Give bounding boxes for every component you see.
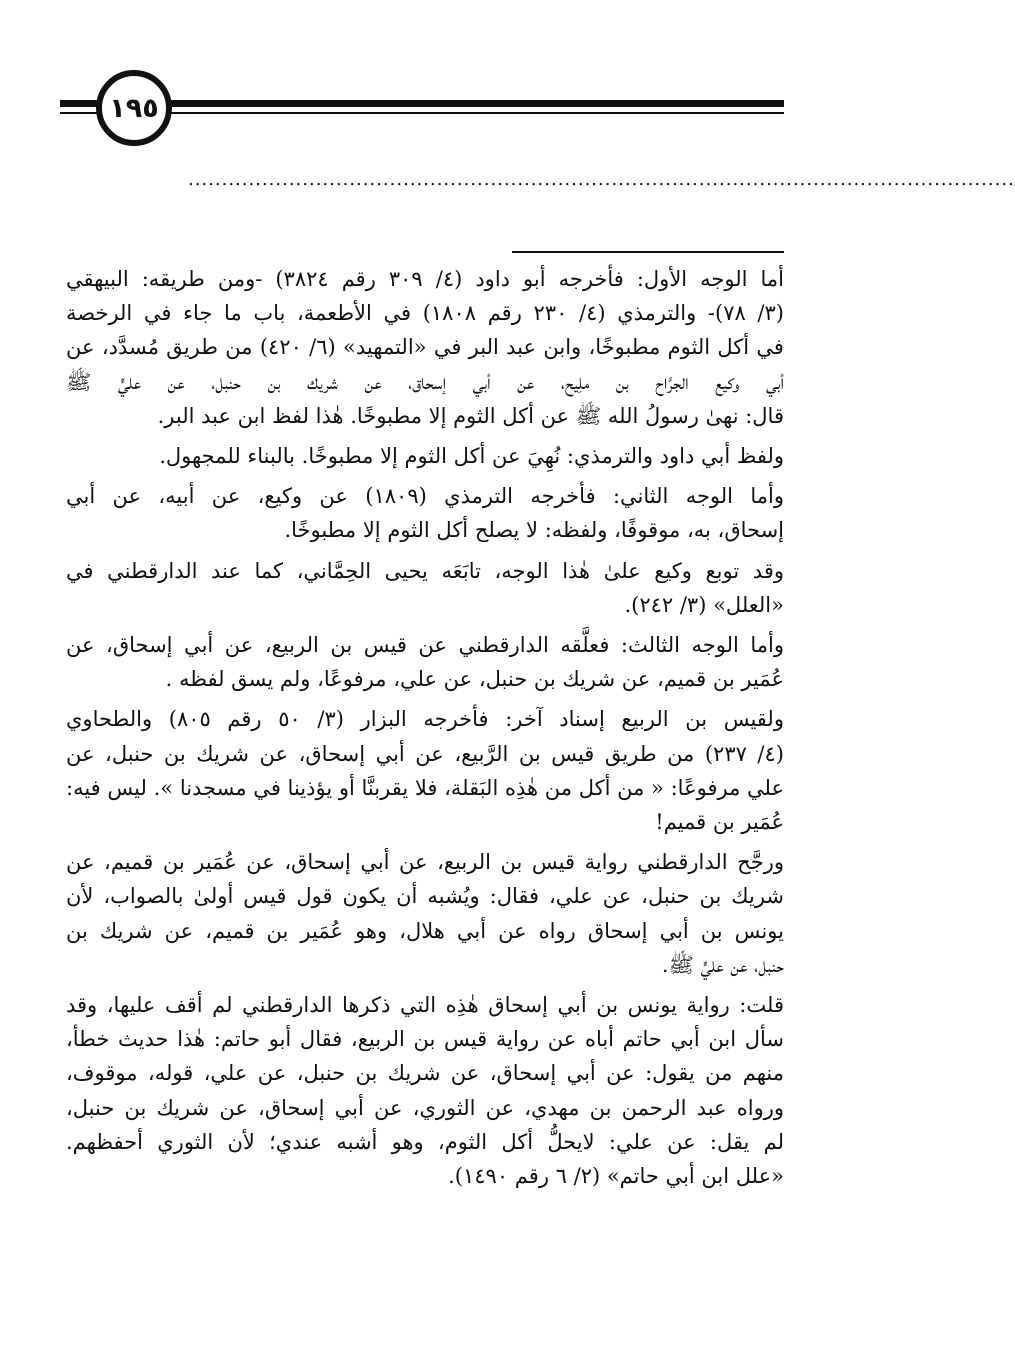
paragraph: [66, 845, 784, 982]
text-line: قال: نهىٰ رسولُ الله ﷺ عن أكل الثوم إلا مطبوخًا. هٰذا لفظ ابن عبد البر.: [157, 403, 784, 428]
text-line: وأما الوجه الثاني: فأخرجه الترمذي (١٨٠٩) عن وكيع، عن أبيه، عن أبي: [66, 484, 784, 509]
page-header: [0, 0, 1015, 200]
paragraph: [66, 628, 784, 696]
text-line: «علل ابن أبي حاتم» (٢/ ٦ رقم ١٤٩٠).: [448, 1164, 784, 1189]
text-line: أبي وكيع الجرَّاح بن ملِيح، عن أبي إسحاق، عن شريك بن حنبل، عن عليٍّ ﷺ: [66, 369, 784, 394]
text-line: حنبل، عن عليٍّ ﷺ.: [661, 952, 784, 977]
text-line: ورجَّح الدارقطني رواية قيس بن الربيع، عن أبي إسحاق، عن عُمَير بن قميم، عن: [66, 850, 784, 875]
text-line: أما الوجه الأول: فأخرجه أبو داود (٤/ ٣٠٩ رقم ٣٨٢٤) -ومن طريقه: البيهقي: [66, 267, 784, 291]
text-line: منهم من يقول: عن أبي إسحاق، عن شريك بن حنبل، عن علي، قوله، موقوف،: [66, 1061, 784, 1086]
text-line: وأما الوجه الثالث: فعلَّقه الدارقطني عن قيس بن الربيع، عن أبي إسحاق، عن: [66, 633, 784, 658]
footnote-body: [66, 262, 784, 1199]
text-line: في أكل الثوم مطبوخًا، وابن عبد البر في «التمهيد» (٦/ ٤٢٠) من طريق مُسدَّد، عن: [66, 335, 784, 360]
paragraph: [66, 439, 784, 473]
dotted-separator: ...........................................................................................................................: [188, 169, 1015, 190]
text-line: ولفظ أبي داود والترمذي: نُهِيَ عن أكل الثوم إلا مطبوخًا. بالبناء للمجهول.: [159, 444, 784, 469]
text-line: شريك بن حنبل، عن علي، فقال: ويُشبه أن يكون قول قيس أولىٰ بالصواب، لأن: [66, 884, 785, 909]
text-line: ورواه عبد الرحمن بن مهدي، عن الثوري، عن أبي إسحاق، عن شريك بن حنبل،: [66, 1095, 784, 1120]
paragraph: [66, 262, 784, 433]
text-line: (٤/ ٢٣٧) من طريق قيس بن الرَّبيع، عن أبي إسحاق، عن شريك بن حنبل، عن: [66, 741, 784, 766]
text-line: (٣/ ٧٨)- والترمذي (٤/ ٢٣٠ رقم ١٨٠٨) في الأطعمة، باب ما جاء في الرخصة: [66, 301, 784, 326]
page-number: ١٩٥: [96, 70, 172, 146]
text-line: عُمَير بن قميم، عن شريك بن حنبل، عن علي، مرفوعًا، ولم يسق لفظه .: [165, 667, 784, 692]
text-line: لم يقل: عن علي: لايحلُّ أكل الثوم، وهو أشبه عندي؛ لأن الثوري أحفظهم.: [66, 1129, 784, 1154]
text-line: علي مرفوعًا: « من أكل من هٰذِه البَقلة، فلا يقربنَّا أو يؤذينا في مسجدنا ». ليس فيه:: [66, 775, 784, 800]
text-line: سأل ابن أبي حاتم أباه عن رواية قيس بن الربيع، فقال أبو حاتم: هٰذا حديث خطأ،: [66, 1027, 784, 1052]
text-line: وقد توبع وكيع علىٰ هٰذا الوجه، تابَعَه يحيى الحِمَّاني، كما عند الدارقطني في: [66, 558, 784, 583]
text-line: عُمَير بن قميم!: [655, 810, 784, 835]
paragraph: [66, 554, 784, 622]
text-line: «العلل» (٣/ ٢٤٢).: [624, 592, 784, 617]
paragraph: [66, 702, 784, 839]
footnote-rule: [512, 251, 784, 253]
paragraph: [66, 479, 784, 547]
text-line: يونس بن أبي إسحاق رواه عن أبي هلال، وهو عُمَير بن قميم، عن شريك بن: [66, 918, 784, 943]
text-line: إسحاق، به، موقوفًا، ولفظه: لا يصلح أكل الثوم إلا مطبوخًا.: [284, 518, 784, 543]
paragraph: [66, 988, 784, 1193]
text-line: قلت: رواية يونس بن أبي إسحاق هٰذِه التي ذكرها الدارقطني لم أقف عليها، وقد: [66, 993, 784, 1018]
text-line: ولقيس بن الربيع إسناد آخر: فأخرجه البزار (٣/ ٥٠ رقم ٨٠٥) والطحاوي: [66, 707, 784, 732]
